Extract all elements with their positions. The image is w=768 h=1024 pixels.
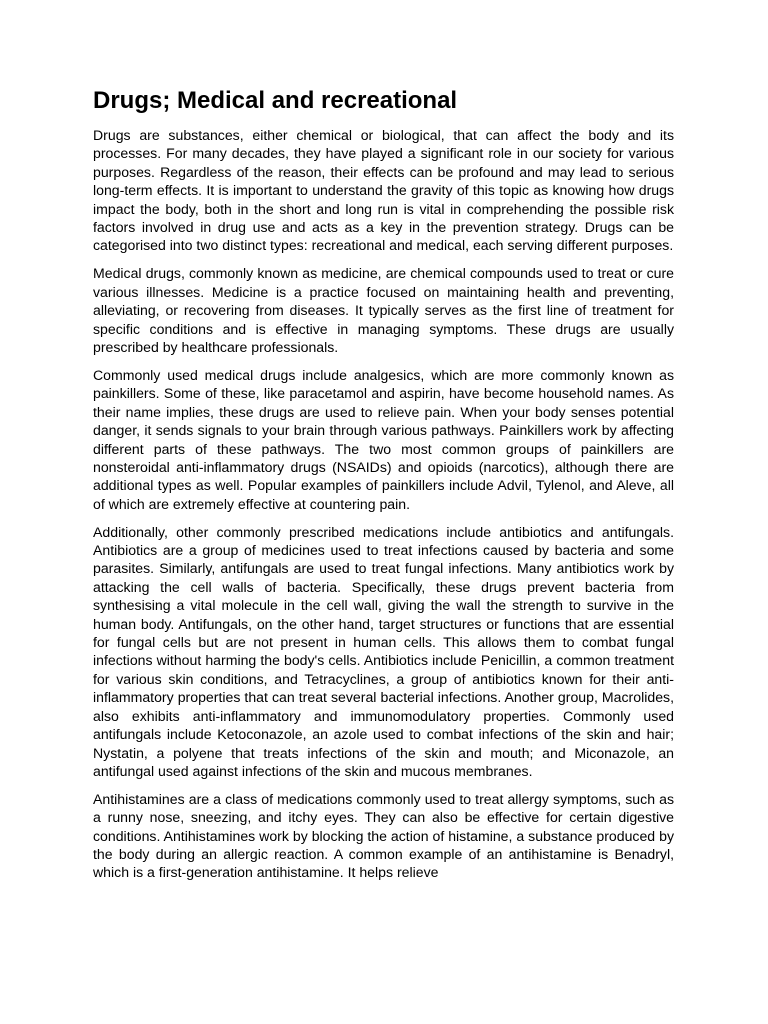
paragraph-intro: Drugs are substances, either chemical or biological, that can affect the body and its processes. For many decades, they have played a significant role in our society for various purposes. Regardless of the reason, their effects can be profound and may lead to serious long-term effects. It is important to understand the gravity of this topic as knowing how drugs impact the body, both in the short and long run is vital in comprehending the possible risk factors involved in drug use and acts as a key in the prevention strategy. Drugs can be categorised into two distinct types: recreational and medical, each serving different purposes. [93, 127, 674, 254]
paragraph-medical-drugs: Medical drugs, commonly known as medicine, are chemical compounds used to treat or cure various illnesses. Medicine is a practice focused on maintaining health and preventing, alleviating, or recovering from diseases. It typically serves as the first line of treatment for specific conditions and is effective in managing symptoms. These drugs are usually prescribed by healthcare professionals. [93, 265, 674, 355]
paragraph-antihistamines: Antihistamines are a class of medications commonly used to treat allergy symptoms, such as a runny nose, sneezing, and itchy eyes. They can also be effective for certain digestive conditions. Antihistamines work by blocking the action of histamine, a substance produced by the body during an allergic reaction. A common example of an antihistamine is Benadryl, which is a first-generation antihistamine. It helps relieve [93, 790, 674, 881]
page-title: Drugs; Medical and recreational [93, 87, 458, 114]
paragraph-antibiotics-antifungals: Additionally, other commonly prescribed medications include antibiotics and antifungals. Antibiotics are a group of medicines used to treat infections caused by bacteria and some parasites. Similarly, antifungals are used to treat fungal infections. Many antibiotics work by attacking the cell walls of bacteria. Specifically, these drugs prevent bacteria from synthesising a vital molecule in the cell wall, giving the wall the strength to survive in the human body. Antifungals, on the other hand, target structures or functions that are essential for fungal cells but are not present in human cells. This allows them to combat fungal infections without harming the body's cells. Antibiotics include Penicillin, a common treatment for various skin conditions, and Tetracyclines, a group of antibiotics known for their anti-inflammatory properties that can treat several bacterial infections. Another group, Macrolides, also exhibits anti-inflammatory and immunomodulatory properties. Commonly used antifungals include Ketoconazole, an azole used to combat infections of the skin and hair; Nystatin, a polyene that treats infections of the skin and mouth; and Miconazole, an antifungal used against infections of the skin and mucous membranes. [93, 523, 674, 779]
paragraph-analgesics: Commonly used medical drugs include analgesics, which are more commonly known as painkillers. Some of these, like paracetamol and aspirin, have become household names. As their name implies, these drugs are used to relieve pain. When your body senses potential danger, it sends signals to your brain through various pathways. Painkillers work by affecting different parts of these pathways. The two most common groups of painkillers are nonsteroidal anti-inflammatory drugs (NSAIDs) and opioids (narcotics), although there are additional types as well. Popular examples of painkillers include Advil, Tylenol, and Aleve, all of which are extremely effective at countering pain. [93, 366, 674, 512]
document-page [93, 86, 674, 891]
